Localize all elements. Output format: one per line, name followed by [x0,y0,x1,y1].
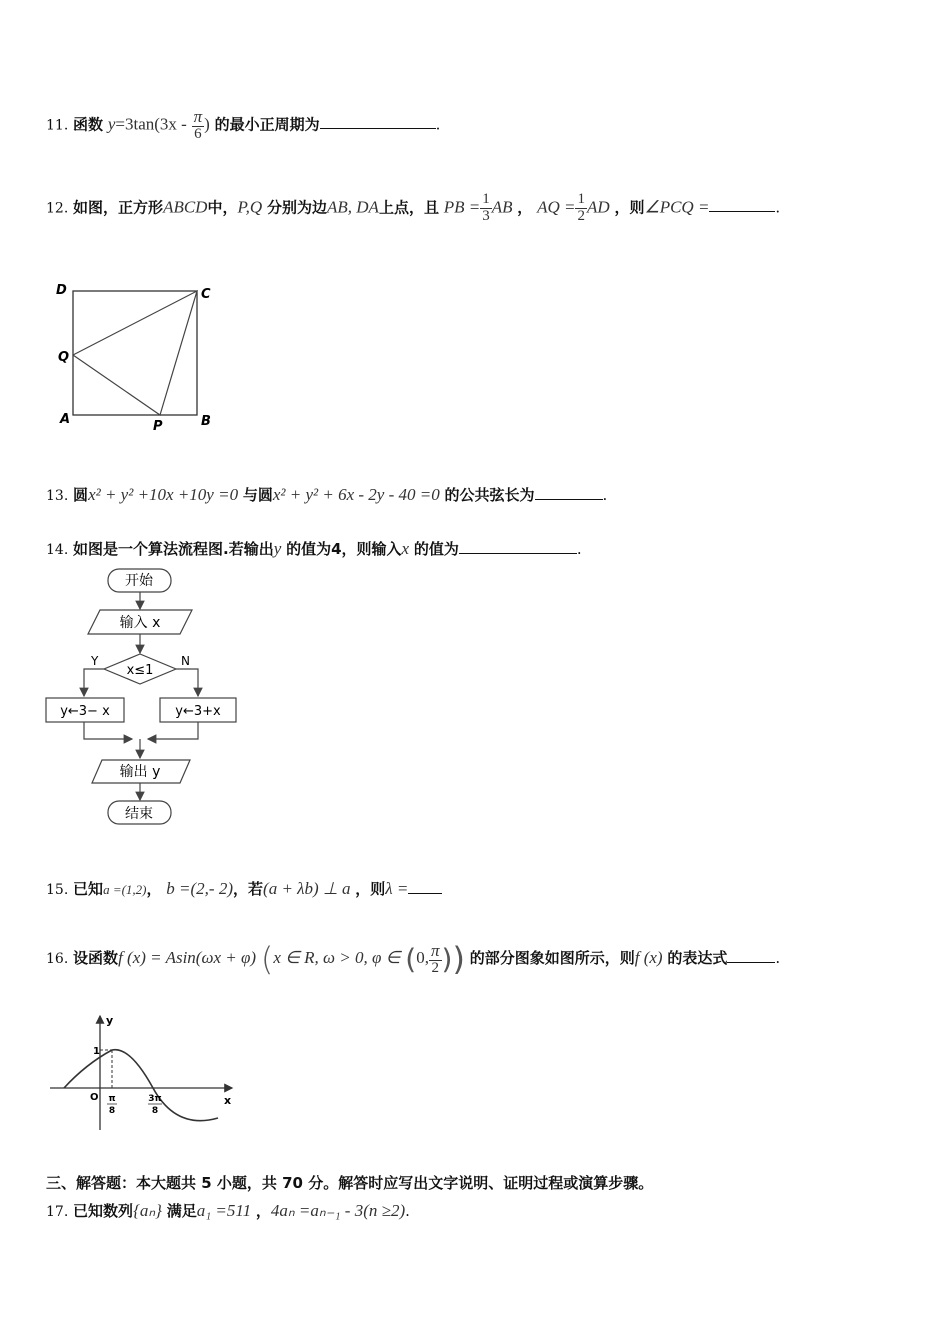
q16-lead: 设函数 [73,949,119,967]
label-c: C [201,287,211,302]
tick-3pi8-den: 8 [151,1106,159,1116]
square-figure [40,278,230,438]
q13-lead: 圆 [73,486,89,504]
q11-lead: 函数 [73,115,104,134]
tick-pi8-den: 8 [108,1106,116,1116]
q12-mid3: 上点，且 [378,198,439,217]
q11-tail: 的最小正周期为 [214,115,320,134]
q17-lead: 已知数列 [73,1202,134,1220]
q12-mid4: ，则 [614,198,645,217]
q15-vector-b: b =(2,- 2) [166,879,234,898]
q17-recurrence: 4aₙ =aₙ₋₁ - 3(n ≥2) [270,1201,406,1220]
q13-circle2: x² + y² + 6x - 2y - 40 =0 [272,485,440,504]
label-b: B [201,414,211,429]
q12-comma: ， [517,198,533,217]
input-label: 输入 x [119,615,161,631]
tick-pi8-num: π [108,1094,116,1104]
end-label: 结束 [125,806,153,822]
q12-ad: AD [586,197,610,217]
question-16: 16. 设函数f (x) = Asin(ωx + φ) (x ∈ R, ω > 0, φ ∈ (0, $\frac{\pi}{2}$ )) 的部分图象如图所示，则f (x) 的表达式 . [46,940,781,978]
q11-dot: . [435,115,441,134]
question-11 [46,108,440,143]
q12-abda: AB, DA [327,197,379,217]
right-process-label: y←3+x [175,704,221,719]
answer-blank[interactable] [459,553,577,554]
q13-tail: 的公共弦长为 [444,486,535,504]
q17-dot: . [405,1202,410,1220]
sine-curve [64,1050,218,1121]
flow-arrow [84,669,104,696]
q15-condition: (a + λb) ⊥ a [263,879,351,898]
q16-condition: x ∈ R, ω > 0, φ ∈ [273,948,401,967]
label-a: A [60,412,71,427]
q12-mid1: 中， [207,198,238,217]
q12-abcd: ABCD [163,197,208,217]
q16-interval: 0, [416,948,429,967]
q12-number: 12. [46,200,69,217]
question-14 [46,538,582,559]
output-label: 输出 y [119,764,161,780]
q12-aq: AQ = [537,197,576,217]
yes-label: Y [91,654,99,668]
triangle-pcq [73,291,197,415]
flow-arrow [148,722,198,739]
q14-dot: . [576,540,582,558]
answer-blank[interactable] [709,211,775,212]
y-label: y [106,1014,114,1027]
q16-frac: $\frac{\pi}{2}$ [430,940,440,976]
q12-mid2: 分别为边 [266,198,327,217]
flowchart [40,562,250,832]
q15-lead: 已知 [73,880,104,898]
q11-y: y [107,114,116,134]
q12-dot: . [775,198,781,217]
answer-blank[interactable] [320,128,436,129]
q15-vector-a: a =(1,2) [103,882,147,897]
q11-eq: =3tan(3x - [115,114,187,134]
q13-number: 13. [46,488,69,504]
q17-comma: ， [255,1202,271,1220]
q14-x: x [401,539,410,558]
q11-close: ) [204,114,210,134]
q13-dot: . [602,486,608,504]
q14-tail: 的值为 [413,540,459,558]
q12-frac1: $\frac{1}{3}$ [482,191,490,224]
answer-blank[interactable] [408,893,442,894]
label-q: Q [58,350,70,365]
q14-mid: 的值为4，则输入 [286,540,402,558]
q16-mid: 的部分图象如图所示，则 [469,949,635,967]
q17-mid: 满足 [166,1202,197,1220]
no-label: N [181,654,190,668]
q12-ab: AB [491,197,513,217]
flow-arrow [176,669,198,696]
origin-label: O [90,1092,99,1103]
q17-a1: a₁ =511 [196,1201,252,1220]
question-15 [46,878,442,899]
answer-blank[interactable] [535,499,603,500]
question-17 [46,1200,410,1221]
tick-3pi8-num: 3π [148,1094,162,1104]
q14-number: 14. [46,542,69,558]
q11-number: 11. [46,117,69,134]
q12-pq: P,Q [237,197,263,217]
q16-fx: f (x) [634,948,663,967]
q15-mid2: ，则 [355,880,386,898]
label-d: D [56,283,67,298]
q12-angle: ∠PCQ = [644,197,710,217]
q16-function: f (x) = Asin(ωx + φ) [118,948,257,967]
label-p: P [153,419,163,434]
decision-label: x≤1 [126,663,154,678]
q17-number: 17. [46,1204,69,1220]
q14-y: y [273,539,282,558]
q16-dot: . [775,949,781,967]
q14-lead: 如图是一个算法流程图.若输出 [73,540,274,558]
question-13 [46,484,607,505]
q13-circle1: x² + y² +10x +10y =0 [88,485,239,504]
one-label: 1 [93,1046,100,1057]
q15-lambda: λ = [385,879,409,898]
q15-mid: ，若 [233,880,264,898]
q17-sequence: {aₙ} [133,1201,162,1220]
q16-number: 16. [46,951,69,967]
q11-frac: $\frac{\pi}{6}$ [193,107,203,142]
q16-tail: 的表达式 [667,949,728,967]
q12-pb: PB = [443,197,481,217]
sine-graph [40,1008,250,1134]
q12-lead: 如图，正方形 [73,198,164,217]
q15-number: 15. [46,882,69,898]
start-label: 开始 [125,573,153,589]
flow-arrow [84,722,132,739]
left-process-label: y←3− x [60,704,110,719]
x-label: x [224,1094,232,1107]
q13-mid: 与圆 [242,486,273,504]
q12-frac2: $\frac{1}{2}$ [577,191,585,224]
question-12 [46,192,780,225]
section-heading: 三、解答题：本大题共 5 小题，共 70 分。解答时应写出文字说明、证明过程或演算步骤。 [46,1174,654,1192]
q15-comma: ， [146,880,162,898]
answer-blank[interactable] [727,962,775,963]
